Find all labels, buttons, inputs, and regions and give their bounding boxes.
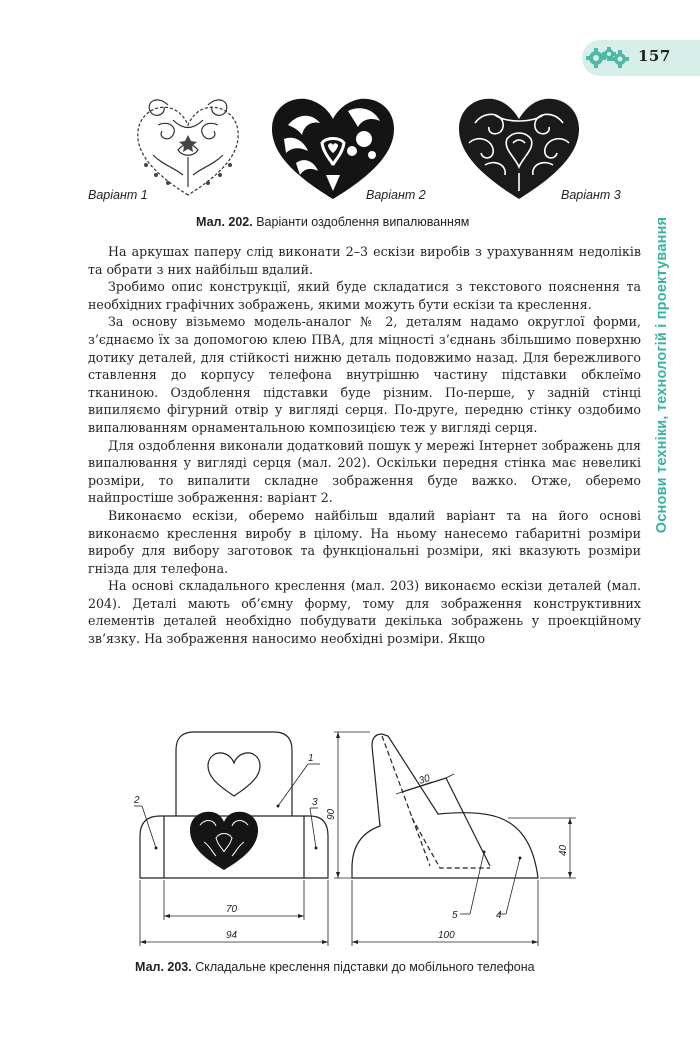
side-view-outline: [352, 734, 538, 878]
paragraph: За основу візьмемо модель-аналог № 2, деталям надамо округлої форми, з’єднаємо їх за допомогою клею ПВА, для міцності з’єднань збільшимо поверхню дотику деталей, для стійкості нижню деталь подовжимо назад. Для бережливого ставлення до корпусу телефона внутрішню частину підставки обклеїмо тканиною. Оздоблення підставки буде різним. По-перше, у задній стінці випиляємо фігурний отвір у вигляді серця. По-друге, передню стінку оздобимо випалюванням орнаментальною композицією теж у вигляді серця.: [88, 314, 641, 435]
figure-203-caption: [135, 960, 535, 974]
dim-side-height: 90: [326, 808, 337, 820]
callout-4: 4: [496, 910, 502, 921]
heart-cutout: [208, 753, 260, 796]
gears-ornament-icon: [586, 44, 636, 70]
dim-slot-width: 30: [417, 772, 432, 787]
paragraph: Для оздоблення виконали додатковий пошук у мережі Інтернет зображень для випалювання у вигляді серця (мал. 202). Оскільки передня стінка має невеликі розміри, то випалити складне зображення буде важко. Отже, оберемо найпростіше зображення: варіант 2.: [88, 437, 641, 506]
burned-heart-ornament: [190, 812, 258, 870]
paragraph: Зробимо опис конструкції, який буде складатися з текстового пояснення та необхідних графічних зображень, якими можуть бути ескізи та креслення.: [88, 279, 641, 312]
paragraph: Виконаємо ескізи, оберемо найбільш вдалий варіант та на його основі виконаємо креслення виробу в цілому. На ньому нанесемо габаритні розміри виробу для вибору заготовок та функціональні розміри, які вказують розміри гнізда для телефона.: [88, 507, 641, 576]
figure-202-caption-text: Варіанти оздоблення випалюванням: [256, 215, 470, 229]
figure-202-caption: [196, 215, 469, 229]
back-wall-outline: [176, 732, 292, 816]
figure-203-caption-text: Складальне креслення підставки до мобільного телефона: [195, 960, 535, 974]
callout-5: 5: [452, 910, 458, 921]
assembly-drawing: [120, 718, 600, 948]
callout-1: 1: [308, 753, 314, 764]
paragraph: На аркушах паперу слід виконати 2–3 ескізи виробів з урахуванням недоліків та обрати з них найбільш вдалий.: [88, 244, 641, 277]
page-number: 157: [638, 47, 671, 65]
variant-2-label: Варіант 2: [366, 188, 426, 202]
variant-3-label: Варіант 3: [561, 188, 621, 202]
side-section-title: Основи техніки, технологій і проектування: [654, 216, 670, 534]
callout-2: 2: [134, 795, 140, 806]
paragraph: На основі складального креслення (мал. 203) виконаємо ескізи деталей (мал. 204). Деталі мають об’ємну форму, тому для зображення конструктивних елементів деталей необхідно побудувати декілька зображень у проекційному зв’язку. На зображення наносимо необхідні розміри. Якщо: [88, 578, 641, 647]
figure-202-caption-label: Мал. 202.: [196, 215, 253, 229]
callout-3: 3: [312, 797, 318, 808]
dim-inner-width: 70: [226, 904, 238, 915]
figure-203-caption-label: Мал. 203.: [135, 960, 192, 974]
dim-base-height: 40: [558, 844, 569, 856]
dim-base-length: 100: [438, 930, 455, 941]
body-text: [88, 243, 641, 648]
dim-outer-width: 94: [226, 930, 238, 941]
variant-1-label: Варіант 1: [88, 188, 148, 202]
